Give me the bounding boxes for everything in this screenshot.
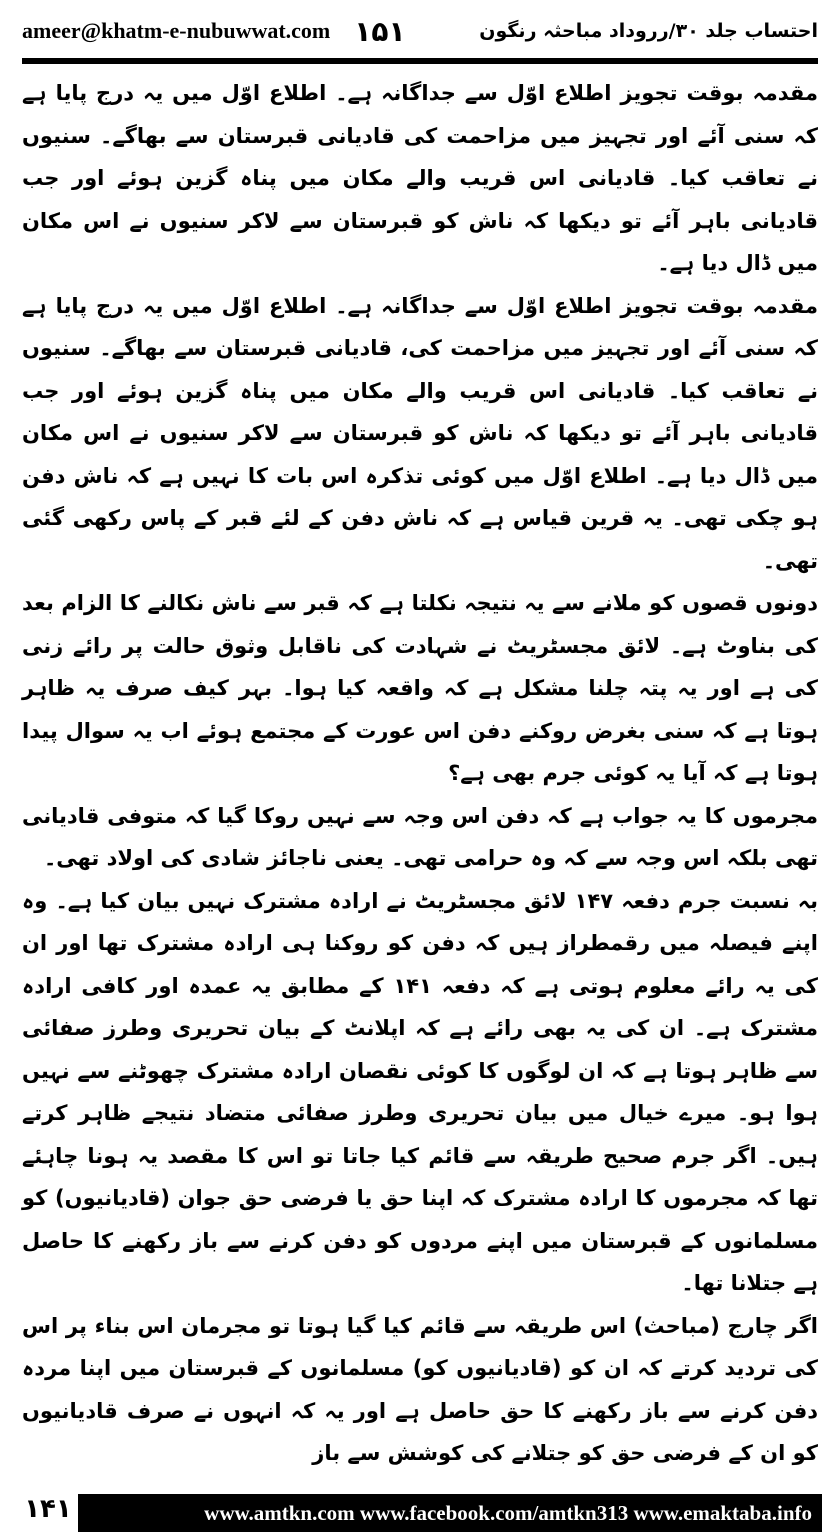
paragraph-3: دونوں قصوں کو ملانے سے یہ نتیجہ نکلتا ہے کہ قبر سے ناش نکالنے کا الزام بعد کی بناوٹ ہے۔ لائق مجسٹریٹ نے شہادت کی ناقابل وثوق حالت پر رائے زنی کی ہے اور یہ پتہ چلنا مشکل ہے کہ واقعہ کیا ہوا۔ بہر کیف صرف یہ ظاہر ہوتا ہے کہ سنی بغرض روکنے دفن اس عورت کے مجتمع ہوئے اب یہ سوال پیدا ہوتا ہے کہ آیا یہ کوئی جرم بھی ہے؟ — [22, 591, 818, 785]
header-page-number: ۱۵۱ — [354, 14, 406, 48]
paragraph-1: مقدمہ بوقت تجویز اطلاع اوّل سے جداگانہ ہے۔ اطلاع اوّل میں یہ درج پایا ہے کہ سنی آئے اور تجہیز میں مزاحمت کی قادیانی قبرستان سے بھاگے۔ سنیوں نے تعاقب کیا۔ قادیانی اس قریب والے مکان میں پناہ گزین ہوئے اور جب قادیانی باہر آئے تو دیکھا کہ ناش کو قبرستان سے لاکر سنیوں نے اس مکان میں ڈال دیا ہے۔ — [22, 81, 818, 275]
footer-page-number: ۱۴۱ — [24, 1494, 72, 1524]
paragraph-2: مقدمہ بوقت تجویز اطلاع اوّل سے جداگانہ ہے۔ اطلاع اوّل میں یہ درج پایا ہے کہ سنی آئے اور تجہیز میں مزاحمت کی، قادیانی قبرستان سے بھاگے۔ سنیوں نے تعاقب کیا۔ قادیانی اس قریب والے مکان میں پناہ گزین ہوئے اور جب قادیانی باہر آئے تو دیکھا کہ ناش کو قبرستان سے لاکر سنیوں نے اس مکان میں ڈال دیا ہے۔ اطلاع اوّل میں کوئی تذکرہ اس بات کا نہیں ہے کہ ناش دفن ہو چکی تھی۔ یہ قرین قیاس ہے کہ ناش دفن کے لئے قبر کے پاس رکھی گئی تھی۔ — [22, 293, 818, 573]
page-header — [22, 8, 818, 54]
footer-links[interactable]: www.amtkn.com www.facebook.com/amtkn313 www.emaktaba.info — [204, 1500, 812, 1525]
page-footer — [18, 1484, 822, 1532]
paragraph-4: مجرموں کا یہ جواب ہے کہ دفن اس وجہ سے نہیں روکا گیا کہ متوفی قادیانی تھی بلکہ اس وجہ سے کہ وہ حرامی تھی۔ یعنی ناجائز شادی کی اولاد تھی۔ — [22, 803, 818, 870]
header-email[interactable]: ameer@khatm-e-nubuwwat.com — [22, 18, 331, 43]
paragraph-5: بہ نسبت جرم دفعہ ۱۴۷ لائق مجسٹریٹ نے ارادہ مشترک نہیں بیان کیا ہے۔ وہ اپنے فیصلہ میں رقمطراز ہیں کہ دفن کو روکنا ہی ارادہ مشترک تھا اور ان کی یہ رائے معلوم ہوتی ہے کہ دفعہ ۱۴۱ کے مطابق یہ عمدہ اور کافی ارادہ مشترک ہے۔ ان کی یہ بھی رائے ہے کہ اپلانٹ کے بیان تحریری وطرز صفائی سے ظاہر ہوتا ہے کہ ان لوگوں کا کوئی نقصان ارادہ مشترک چھوٹنے سے نہیں ہوا ہو۔ میرے خیال میں بیان تحریری وطرز صفائی متضاد نتیجے ظاہر کرتے ہیں۔ اگر جرم صحیح طریقہ سے قائم کیا جاتا تو اس کا مقصد یہ ہونا چاہئے تھا کہ مجرموں کا ارادہ مشترک کہ اپنا حق یا فرضی حق جوان (قادیانیوں) کو مسلمانوں کے قبرستان میں اپنے مردوں کو دفن کرنے سے باز رکھنے کا حاصل ہے جتلانا تھا۔ — [22, 888, 819, 1295]
body-text — [22, 72, 818, 1476]
header-divider — [22, 58, 818, 64]
header-book-title: احتساب جلد ۳۰/رروداد مباحثہ رنگون — [479, 20, 818, 42]
header-left — [22, 15, 406, 48]
paragraph-6: اگر چارج (مباحث) اس طریقہ سے قائم کیا گیا ہوتا تو مجرمان اس بناء پر اس کی تردید کرتے کہ ان کو (قادیانیوں کو) مسلمانوں کے قبرستان میں اپنا مردہ دفن کرنے سے باز رکھنے کا حق حاصل ہے اور یہ کہ انہوں نے صرف قادیانیوں کو ان کے فرضی حق کو جتلانے کی کوشش سے باز — [22, 1313, 818, 1465]
footer-links-bar — [78, 1494, 822, 1532]
